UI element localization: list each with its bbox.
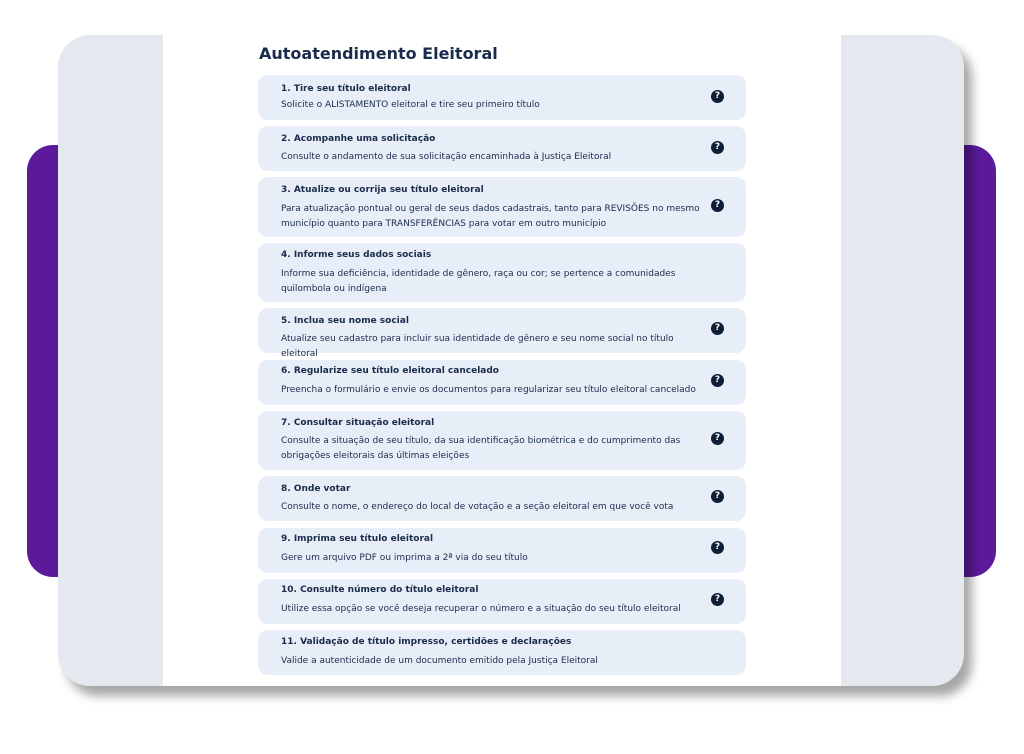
help-icon[interactable]: ? (711, 199, 724, 212)
service-card-9[interactable] (258, 528, 746, 573)
service-description: Preencha o formulário e envie os documentos para regularizar seu título eleitoral cancelado (281, 385, 696, 395)
service-card-8[interactable] (258, 476, 746, 521)
help-icon[interactable]: ? (711, 141, 724, 154)
help-icon[interactable]: ? (711, 593, 724, 606)
help-icon[interactable]: ? (711, 490, 724, 503)
service-title: 8. Onde votar (281, 484, 351, 494)
service-description: Atualize seu cadastro para incluir sua identidade de gênero e seu nome social no título eleitoral (281, 334, 674, 359)
service-description: Informe sua deficiência, identidade de gênero, raça ou cor; se pertence a comunidades quilombola ou indígena (281, 269, 676, 294)
service-description: Solicite o ALISTAMENTO eleitoral e tire seu primeiro título (281, 100, 540, 110)
service-title: 9. Imprima seu título eleitoral (281, 534, 434, 544)
service-card-1[interactable] (258, 75, 746, 120)
service-title: 7. Consultar situação eleitoral (281, 418, 435, 428)
service-title: 6. Regularize seu título eleitoral cancelado (281, 366, 499, 376)
service-title: 11. Validação de título impresso, certidões e declarações (281, 637, 572, 647)
help-icon[interactable]: ? (711, 322, 724, 335)
service-card-10[interactable] (258, 579, 746, 624)
help-icon[interactable]: ? (711, 432, 724, 445)
help-icon[interactable]: ? (711, 541, 724, 554)
page-title: Autoatendimento Eleitoral (259, 44, 498, 63)
service-card-2[interactable] (258, 126, 746, 171)
page-content (163, 35, 841, 686)
screenshot-frame (58, 35, 964, 686)
service-title: 3. Atualize ou corrija seu título eleitoral (281, 185, 484, 195)
service-title: 10. Consulte número do título eleitoral (281, 585, 479, 595)
service-card-3[interactable] (258, 177, 746, 237)
service-card-4[interactable] (258, 243, 746, 302)
service-card-5[interactable] (258, 308, 746, 359)
service-description: Consulte o andamento de sua solicitação encaminhada à Justiça Eleitoral (281, 152, 612, 162)
service-description: Consulte o nome, o endereço do local de votação e a seção eleitoral em que você vota (281, 502, 674, 512)
help-icon[interactable]: ? (711, 90, 724, 103)
service-title: 2. Acompanhe uma solicitação (281, 134, 436, 144)
service-description: Valide a autenticidade de um documento emitido pela Justiça Eleitoral (281, 656, 598, 666)
service-card-11[interactable] (258, 630, 746, 675)
service-card-7[interactable] (258, 411, 746, 470)
service-description: Consulte a situação de seu título, da sua identificação biométrica e do cumprimento das obrigações eleitorais das últimas eleições (281, 436, 681, 461)
service-title: 5. Inclua seu nome social (281, 316, 409, 326)
help-icon[interactable]: ? (711, 374, 724, 387)
service-title: 4. Informe seus dados sociais (281, 250, 432, 260)
service-description: Gere um arquivo PDF ou imprima a 2ª via do seu título (281, 553, 528, 563)
service-description: Para atualização pontual ou geral de seus dados cadastrais, tanto para REVISÕES no mesmo município quanto para TRANSFERÊNCIAS para votar em outro município (281, 204, 700, 229)
service-title: 1. Tire seu título eleitoral (281, 84, 411, 94)
service-description: Utilize essa opção se você deseja recuperar o número e a situação do seu título eleitoral (281, 604, 681, 614)
service-card-6[interactable] (258, 360, 746, 405)
